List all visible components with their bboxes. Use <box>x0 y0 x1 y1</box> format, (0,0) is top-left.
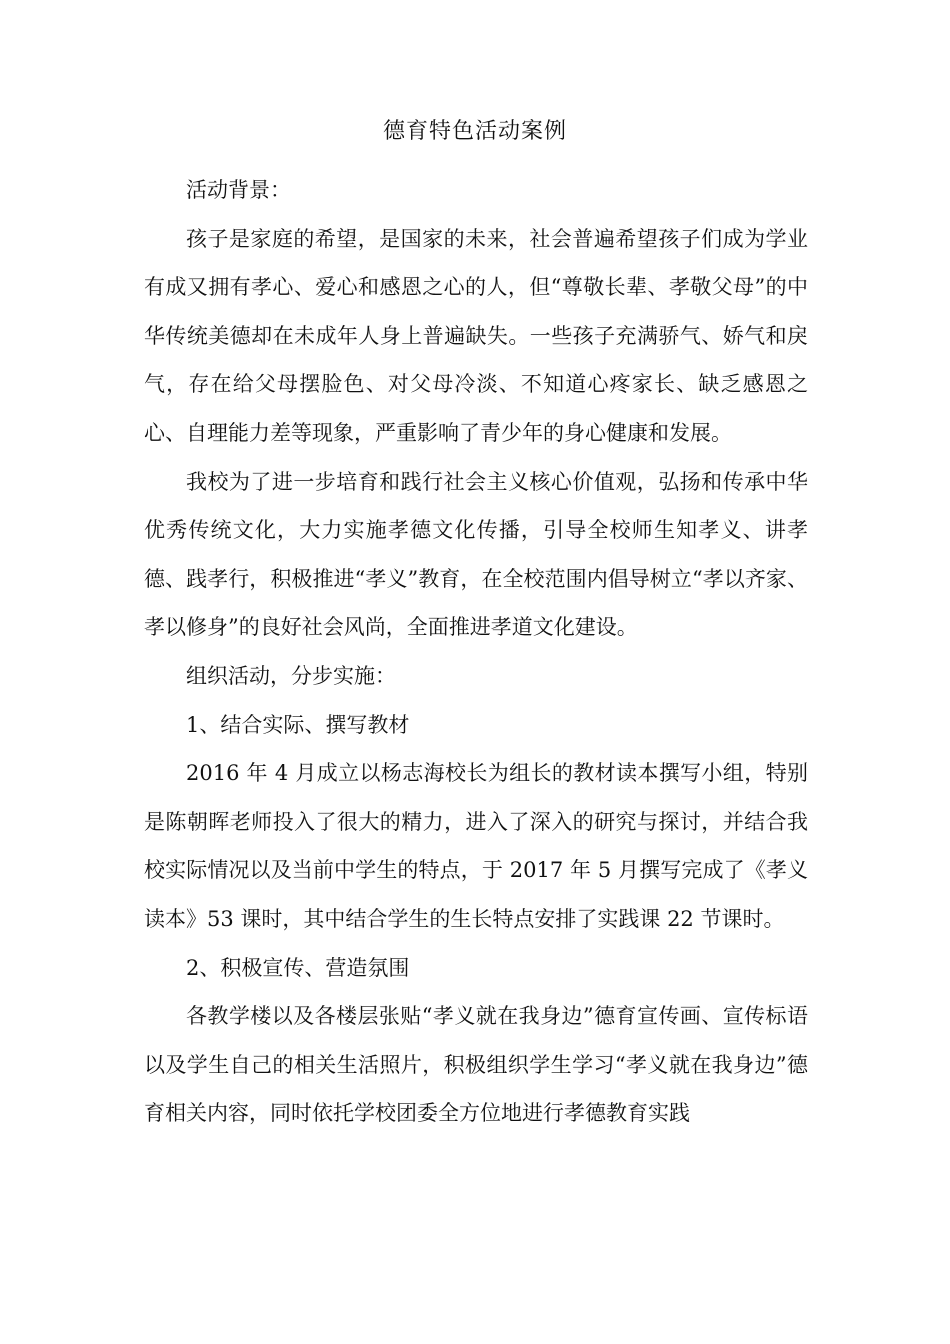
paragraph-school-initiative: 我校为了进一步培育和践行社会主义核心价值观，弘扬和传承中华优秀传统文化，大力实施孝德文化传播，引导全校师生知孝义、讲孝德、践孝行，积极推进“孝义”教育，在全校范围内倡导树立“孝以齐家、孝以修身”的良好社会风尚，全面推进孝道文化建设。 <box>144 469 808 640</box>
section-heading-textbook: 1、结合实际、撰写教材 <box>186 712 410 737</box>
section-heading-organize: 组织活动，分步实施： <box>186 663 396 688</box>
paragraph-background: 孩子是家庭的希望，是国家的未来，社会普遍希望孩子们成为学业有成又拥有孝心、爱心和感恩之心的人，但“尊敬长辈、孝敬父母”的中华传统美德却在未成年人身上普遍缺失。一些孩子充满骄气、娇气和戾气，存在给父母摆脸色、对父母冷淡、不知道心疼家长、缺乏感恩之心、自理能力差等现象，严重影响了青少年的身心健康和发展。 <box>144 226 808 445</box>
document-body <box>144 166 808 1138</box>
paragraph-publicity: 各教学楼以及各楼层张贴“孝义就在我身边”德育宣传画、宣传标语以及学生自己的相关生活照片，积极组织学生学习“孝义就在我身边”德育相关内容，同时依托学校团委全方位地进行孝德教育实践 <box>144 1004 808 1126</box>
section-heading-background: 活动背景： <box>186 178 291 202</box>
document-title: 德育特色活动案例 <box>382 119 567 144</box>
paragraph-textbook: 2016 年 4 月成立以杨志海校长为组长的教材读本撰写小组，特别是陈朝晖老师投入了很大的精力，进入了深入的研究与探讨，并结合我校实际情况以及当前中学生的特点，于 2017 年 5 月撰写完成了《孝义读本》53 课时，其中结合学生的生长特点安排了实践课 22 节课时。 <box>144 761 808 931</box>
section-heading-publicity: 2、积极宣传、营造氛围 <box>186 955 410 980</box>
